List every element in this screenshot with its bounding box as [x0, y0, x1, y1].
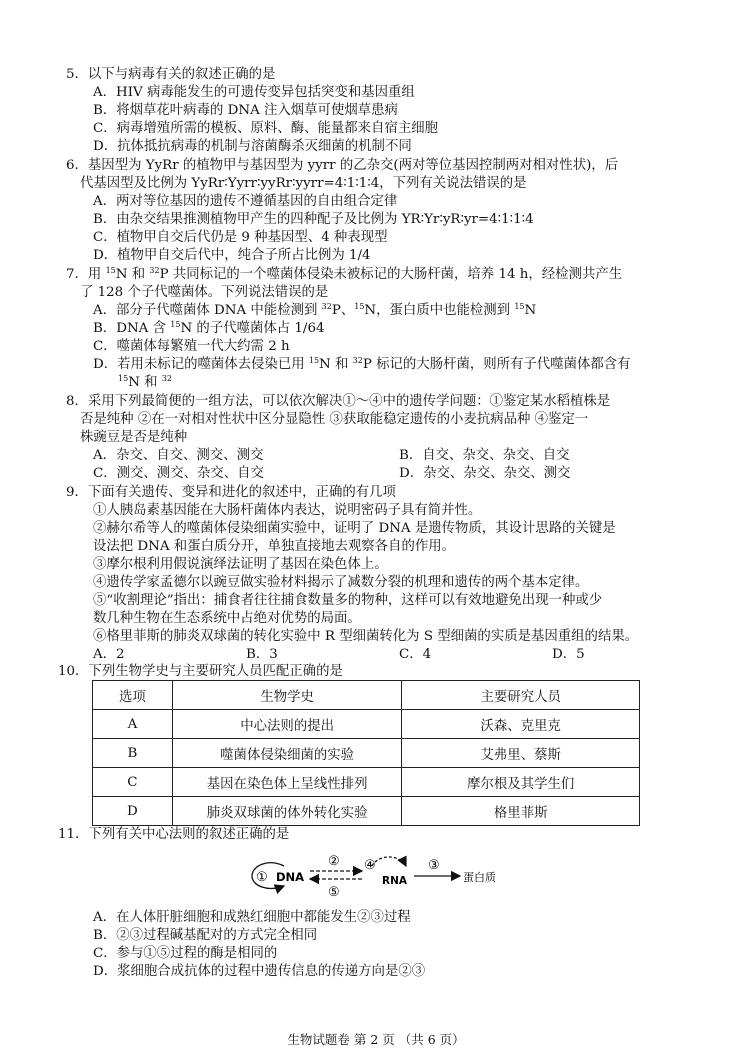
- table-cell: 噬菌体侵染细菌的实验: [172, 739, 402, 768]
- label-protein: 蛋白质: [463, 871, 496, 884]
- label-5: ⑤: [328, 885, 340, 900]
- q6-option-b: B．由杂交结果推测植物甲产生的四种配子及比例为 YR∶Yr∶yR∶yr=4∶1∶1∶4: [93, 212, 534, 227]
- q9-statement-5-cont: 数几种生物在生态系统中占绝对优势的局面。: [93, 611, 361, 626]
- table-cell: B: [93, 739, 173, 768]
- q11-option-b: B．②③过程碱基配对的方式完全相同: [93, 928, 318, 943]
- q9-statement-6: ⑥格里菲斯的肺炎双球菌的转化实验中 R 型细菌转化为 S 型细菌的实质是基因重组的结果。: [93, 629, 639, 644]
- q7-stem-line1: 7．用 $^{15}$N 和 $^{32}$P 共同标记的一个噬菌体侵染未被标记的大肠杆菌，培养 14 h，经检测共产生: [66, 266, 623, 282]
- table-row: [93, 739, 640, 768]
- q11-stem: 11．下列有关中心法则的叙述正确的是: [58, 827, 290, 842]
- q9-option-b: B．3: [246, 647, 278, 662]
- q7-stem-line2: 了 128 个子代噬菌体。下列说法错误的是: [80, 285, 329, 300]
- label-rna: RNA: [382, 875, 407, 887]
- table-cell: 艾弗里、蔡斯: [402, 739, 640, 768]
- q10-stem: 10．下列生物学史与主要研究人员匹配正确的是: [58, 664, 343, 679]
- q9-statement-1: ①人胰岛素基因能在大肠杆菌体内表达，说明密码子具有简并性。: [93, 503, 482, 518]
- header-cell: 选项: [93, 681, 173, 710]
- q11-option-d: D．浆细胞合成抗体的过程中遗传信息的传递方向是②③: [93, 964, 426, 979]
- q9-option-a: A．2: [93, 647, 125, 662]
- table-cell: 格里菲斯: [402, 797, 640, 826]
- label-1: ①: [256, 870, 268, 885]
- q8-stem-line2: 否是纯种 ②在一对相对性状中区分显隐性 ③获取能稳定遗传的小麦抗病品种 ④鉴定一: [80, 412, 589, 427]
- central-dogma-diagram: [248, 852, 508, 900]
- q7-option-a: A．部分子代噬菌体 DNA 中能检测到 $^{32}$P、$^{15}$N，蛋白质中也能检测到 $^{15}$N: [93, 302, 537, 318]
- q8-option-c: C．测交、测交、杂交、自交: [93, 466, 264, 481]
- q9-statement-5: ⑤“收割理论”指出：捕食者往往捕食数量多的物种，这样可以有效地避免出现一种或少: [93, 593, 603, 608]
- table-cell: A: [93, 710, 173, 739]
- q9-statement-3: ③摩尔根利用假说演绎法证明了基因在染色体上。: [93, 557, 388, 572]
- header-cell: 生物学史: [172, 681, 402, 710]
- q8-option-a: A．杂交、自交、测交、测交: [93, 448, 264, 463]
- q7-option-d: D．若用未标记的噬菌体去侵染已用 $^{15}$N 和 $^{32}$P 标记的大肠杆菌，则所有子代噬菌体都含有: [93, 356, 631, 372]
- q8-stem-line3: 株豌豆是否是纯种: [80, 430, 188, 445]
- table-row: [93, 797, 640, 826]
- table-cell: 摩尔根及其学生们: [402, 768, 640, 797]
- q9-option-d: D．5: [552, 647, 585, 662]
- q9-statement-4: ④遗传学家孟德尔以豌豆做实验材料揭示了减数分裂的机理和遗传的两个基本定律。: [93, 575, 589, 590]
- table-cell: 肺炎双球菌的体外转化实验: [172, 797, 402, 826]
- q7-option-b: B．DNA 含 $^{15}$N 的子代噬菌体占 1/64: [93, 320, 325, 336]
- q6-stem-line2: 代基因型及比例为 YyRr∶Yyrr∶yyRr∶yyrr=4∶1∶1∶4，下列有关说法错误的是: [80, 176, 527, 191]
- table-header-row: [93, 681, 640, 710]
- table-cell: 中心法则的提出: [172, 710, 402, 739]
- q6-stem-line1: 6．基因型为 YyRr 的植物甲与基因型为 yyrr 的乙杂交(两对等位基因控制两对相对性状)，后: [66, 158, 619, 173]
- q11-option-c: C．参与①⑤过程的酶是相同的: [93, 946, 278, 961]
- q8-stem-line1: 8．采用下列最简便的一组方法，可以依次解决①～④中的遗传学问题：①鉴定某水稻植株是: [66, 394, 611, 409]
- q8-option-b: B．自交、杂交、杂交、自交: [399, 448, 570, 463]
- q7-option-c: C．噬菌体每繁殖一代大约需 2 h: [93, 339, 290, 354]
- q10-table: [92, 680, 640, 826]
- label-2: ②: [328, 854, 340, 869]
- table-cell: D: [93, 797, 173, 826]
- table-cell: 基因在染色体上呈线性排列: [172, 768, 402, 797]
- q8-option-d: D．杂交、杂交、杂交、测交: [399, 466, 571, 481]
- q9-stem: 9．下面有关遗传、变异和进化的叙述中，正确的有几项: [66, 485, 396, 500]
- label-4: ④: [364, 858, 376, 873]
- q9-statement-2: ②赫尔希等人的噬菌体侵染细菌实验中，证明了 DNA 是遗传物质，其设计思路的关键是: [93, 521, 616, 536]
- q6-option-c: C．植物甲自交后代仍是 9 种基因型、4 种表现型: [93, 230, 388, 245]
- q5-option-b: B．将烟草花叶病毒的 DNA 注入烟草可使烟草患病: [93, 103, 398, 118]
- q5-option-c: C．病毒增殖所需的模板、原料、酶、能量都来自宿主细胞: [93, 121, 439, 136]
- label-3: ③: [428, 858, 440, 873]
- q11-option-a: A．在人体肝脏细胞和成熟红细胞中都能发生②③过程: [93, 910, 411, 925]
- q5-option-a: A．HIV 病毒能发生的可遗传变异包括突变和基因重组: [93, 85, 415, 100]
- q6-option-a: A．两对等位基因的遗传不遵循基因的自由组合定律: [93, 194, 398, 209]
- header-cell: 主要研究人员: [402, 681, 640, 710]
- q5-option-d: D．抗体抵抗病毒的机制与溶菌酶杀灭细菌的机制不同: [93, 139, 412, 154]
- q6-option-d: D．植物甲自交后代中，纯合子所占比例为 1/4: [93, 248, 371, 263]
- table-row: [93, 710, 640, 739]
- table-cell: 沃森、克里克: [402, 710, 640, 739]
- q5-stem: 5．以下与病毒有关的叙述正确的是: [66, 67, 276, 82]
- rna-replication-arrow: [372, 857, 406, 866]
- q9-option-c: C．4: [399, 647, 432, 662]
- q9-statement-2-cont: 设法把 DNA 和蛋白质分开，单独直接地去观察各自的作用。: [93, 539, 456, 554]
- label-dna: DNA: [276, 870, 305, 884]
- table-cell: C: [93, 768, 173, 797]
- page-footer: 生物试题卷 第 2 页 （共 6 页）: [287, 1032, 465, 1047]
- table-row: [93, 768, 640, 797]
- q7-option-d-cont: $^{15}$N 和 $^{32}$: [118, 374, 172, 390]
